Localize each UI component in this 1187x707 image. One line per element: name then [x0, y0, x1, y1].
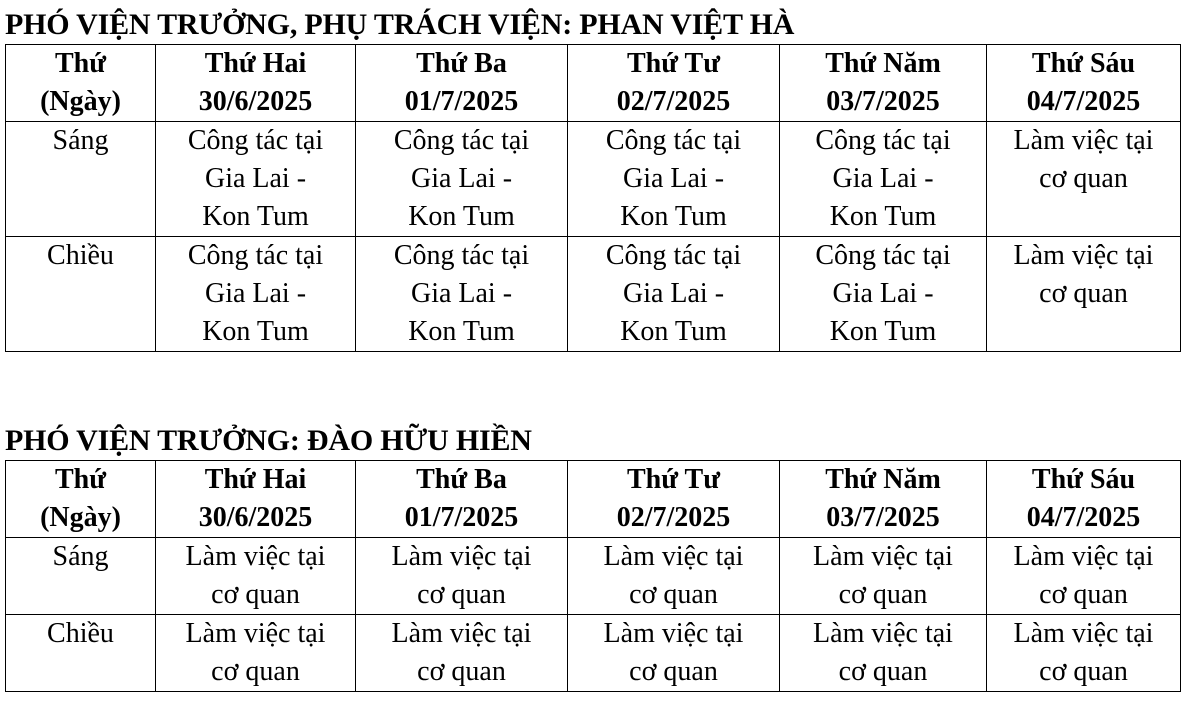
schedule-cell-line: cơ quan: [211, 656, 300, 687]
schedule-row: [6, 237, 1181, 352]
schedule-cell-line: Công tác tại: [187, 240, 324, 271]
header-day-line: Thứ Tư: [626, 48, 721, 79]
schedule-cell: [568, 237, 780, 352]
header-label-line: Thứ: [54, 48, 107, 79]
header-day-line: Thứ Hai: [204, 464, 307, 495]
schedule-cell-line: Kon Tum: [829, 316, 937, 347]
schedule-cell: [568, 122, 780, 237]
schedule-cell: [156, 122, 356, 237]
header-day-line: 30/6/2025: [198, 86, 313, 117]
header-day-line: 01/7/2025: [404, 86, 519, 117]
schedule-cell-line: Làm việc tại: [185, 541, 326, 572]
schedule-cell: [987, 122, 1181, 237]
schedule-cell: [356, 122, 568, 237]
schedule-cell-line: Kon Tum: [408, 201, 515, 232]
header-day-line: Thứ Sáu: [1031, 48, 1136, 79]
header-day: [780, 461, 987, 538]
schedule-cell-line: Gia Lai -: [204, 278, 307, 309]
schedule-cell-line: Làm việc tại: [1013, 541, 1154, 572]
header-day-line: 03/7/2025: [826, 86, 940, 117]
schedule-cell-line: Làm việc tại: [813, 541, 953, 572]
schedule-cell-line: Làm việc tại: [391, 618, 532, 649]
schedule-cell-line: cơ quan: [1039, 656, 1128, 687]
schedule-table: [5, 460, 1181, 692]
schedule-cell-line: cơ quan: [1039, 579, 1128, 610]
header-day-line: 04/7/2025: [1026, 502, 1141, 533]
schedule-cell-line: cơ quan: [1039, 278, 1128, 309]
header-day-label: [6, 461, 156, 538]
schedule-cell-line: cơ quan: [211, 579, 300, 610]
session-label: Chiều: [6, 615, 156, 692]
header-day-line: Thứ Ba: [416, 48, 507, 79]
schedule-cell-line: Làm việc tại: [813, 618, 953, 649]
header-day-line: Thứ Tư: [626, 464, 721, 495]
header-day-line: 02/7/2025: [616, 502, 731, 533]
schedule-cell: [568, 538, 780, 615]
header-day: [568, 45, 780, 122]
header-day-line: Thứ Ba: [416, 464, 507, 495]
header-row: [6, 45, 1181, 122]
schedule-cell-line: cơ quan: [1039, 163, 1128, 194]
session-label: Chiều: [6, 237, 156, 352]
schedule-cell-line: Gia Lai -: [410, 163, 513, 194]
schedule-cell-line: Kon Tum: [408, 316, 515, 347]
schedule-cell-line: Làm việc tại: [185, 618, 326, 649]
header-label-line: (Ngày): [40, 502, 121, 533]
schedule-cell-line: Công tác tại: [605, 125, 742, 156]
section-title: PHÓ VIỆN TRƯỞNG: ĐÀO HỮU HIỀN: [5, 424, 532, 457]
schedule-cell-line: cơ quan: [417, 656, 506, 687]
schedule-row: [6, 122, 1181, 237]
schedule-cell: [780, 538, 987, 615]
section-title: PHÓ VIỆN TRƯỞNG, PHỤ TRÁCH VIỆN: PHAN VIỆT HÀ: [5, 8, 795, 41]
header-day: [568, 461, 780, 538]
schedule-cell-line: cơ quan: [838, 579, 928, 610]
schedule-cell: [987, 237, 1181, 352]
schedule-cell-line: Làm việc tại: [391, 541, 532, 572]
header-day-label: [6, 45, 156, 122]
schedule-row: [6, 615, 1181, 692]
schedule-cell-line: Kon Tum: [202, 316, 309, 347]
schedule-section: [5, 6, 1180, 352]
schedule-cell: [156, 538, 356, 615]
header-day-line: Thứ Năm: [825, 48, 941, 79]
header-day-line: 03/7/2025: [826, 502, 940, 533]
schedule-cell: [780, 122, 987, 237]
schedule-cell: [780, 237, 987, 352]
schedule-cell-line: cơ quan: [838, 656, 928, 687]
header-day-line: Thứ Sáu: [1031, 464, 1136, 495]
header-day-line: Thứ Hai: [204, 48, 307, 79]
schedule-cell: [987, 538, 1181, 615]
schedule-cell-line: cơ quan: [629, 579, 718, 610]
header-day: [156, 461, 356, 538]
header-day-line: 30/6/2025: [198, 502, 313, 533]
schedule-cell-line: Công tác tại: [815, 240, 951, 271]
header-day-line: 01/7/2025: [404, 502, 519, 533]
header-day: [987, 45, 1181, 122]
header-day-line: 02/7/2025: [616, 86, 731, 117]
schedule-cell-line: Công tác tại: [187, 125, 324, 156]
schedule-row: [6, 538, 1181, 615]
schedule-cell-line: Làm việc tại: [603, 618, 744, 649]
schedule-cell-line: Gia Lai -: [832, 163, 934, 194]
schedule-cell: [568, 615, 780, 692]
schedule-cell: [356, 237, 568, 352]
schedule-cell-line: Công tác tại: [815, 125, 951, 156]
schedule-cell-line: Làm việc tại: [1013, 125, 1154, 156]
header-day-line: Thứ Năm: [825, 464, 941, 495]
session-label: Sáng: [6, 538, 156, 615]
header-day: [156, 45, 356, 122]
schedule-cell-line: Kon Tum: [829, 201, 937, 232]
schedule-cell-line: Công tác tại: [393, 125, 530, 156]
header-row: [6, 461, 1181, 538]
schedule-cell-line: Kon Tum: [620, 316, 727, 347]
schedule-cell-line: Gia Lai -: [832, 278, 934, 309]
schedule-cell-line: cơ quan: [629, 656, 718, 687]
schedule-cell-line: Gia Lai -: [622, 278, 725, 309]
schedule-cell: [156, 237, 356, 352]
header-day: [356, 461, 568, 538]
schedule-table: [5, 44, 1181, 352]
schedule-cell-line: Làm việc tại: [603, 541, 744, 572]
schedule-cell: [156, 615, 356, 692]
header-day: [356, 45, 568, 122]
schedule-cell-line: cơ quan: [417, 579, 506, 610]
schedule-section: [5, 422, 1180, 692]
schedule-cell-line: Gia Lai -: [204, 163, 307, 194]
schedule-cell-line: Kon Tum: [620, 201, 727, 232]
header-day: [987, 461, 1181, 538]
schedule-cell: [356, 615, 568, 692]
schedule-cell-line: Gia Lai -: [410, 278, 513, 309]
schedule-cell-line: Công tác tại: [393, 240, 530, 271]
schedule-cell-line: Làm việc tại: [1013, 618, 1154, 649]
header-day: [780, 45, 987, 122]
schedule-cell-line: Gia Lai -: [622, 163, 725, 194]
header-day-line: 04/7/2025: [1026, 86, 1141, 117]
session-label: Sáng: [6, 122, 156, 237]
header-label-line: Thứ: [54, 464, 107, 495]
schedule-cell: [987, 615, 1181, 692]
schedule-cell: [356, 538, 568, 615]
schedule-cell-line: Kon Tum: [202, 201, 309, 232]
schedule-cell-line: Công tác tại: [605, 240, 742, 271]
schedule-cell-line: Làm việc tại: [1013, 240, 1154, 271]
header-label-line: (Ngày): [40, 86, 121, 117]
schedule-cell: [780, 615, 987, 692]
